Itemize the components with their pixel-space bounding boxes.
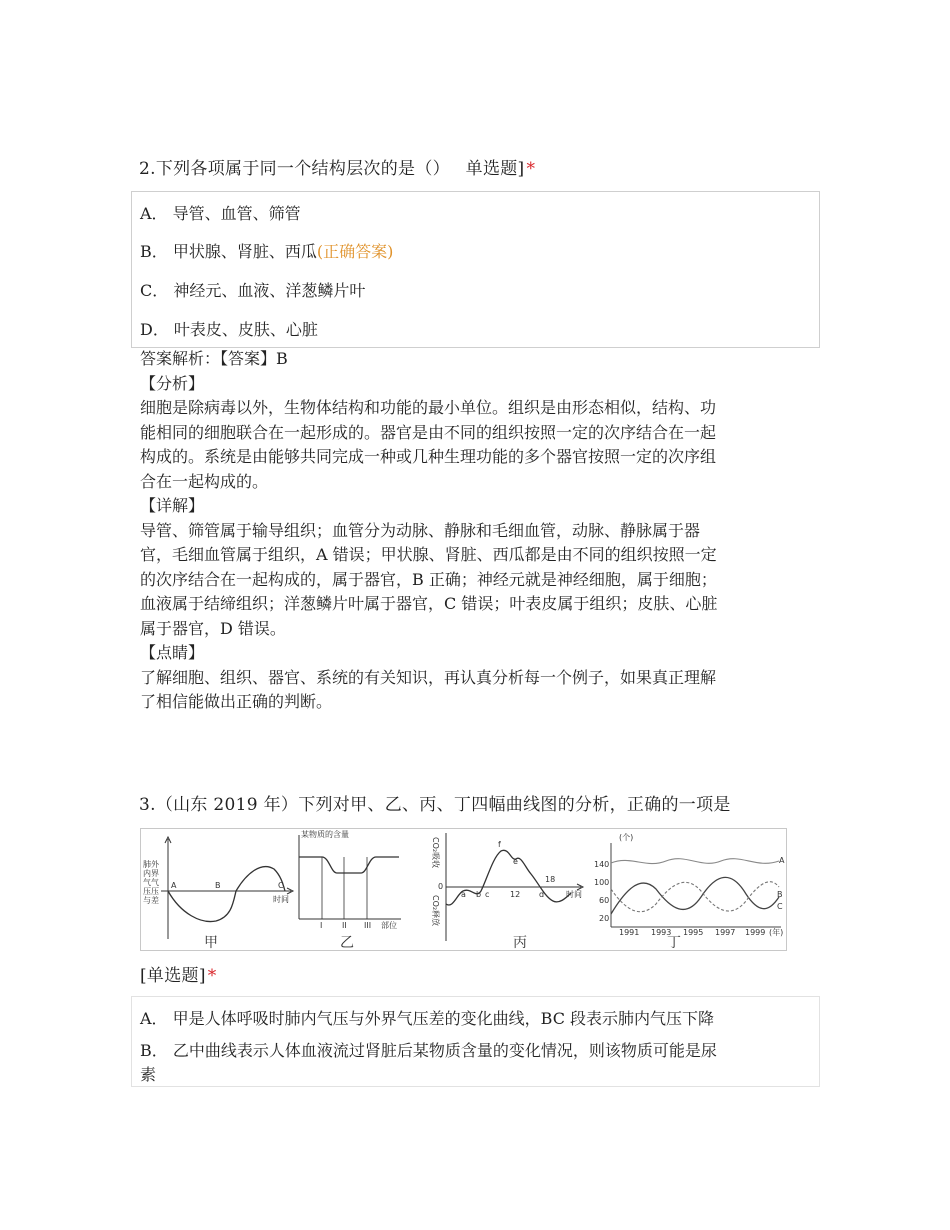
jia-ylabel-4: 压压 xyxy=(143,887,159,896)
ding-ytick-100: 100 xyxy=(594,878,610,887)
analysis-line: 【点睛】 xyxy=(140,643,205,662)
curve-figures xyxy=(141,829,786,950)
option-c-label: C． 神经元、血液、洋葱鳞片叶 xyxy=(140,281,366,300)
yi-caption: 乙 xyxy=(340,935,354,950)
ding-caption: 丁 xyxy=(667,935,681,950)
yi-tick-2: II xyxy=(342,921,347,930)
graph-yi xyxy=(299,835,401,919)
question-3-options xyxy=(131,996,820,1087)
analysis-line: 合在一起构成的。 xyxy=(140,471,269,491)
graph-bing xyxy=(446,833,583,941)
question-3-title: 3.（山东 2019 年）下列对甲、乙、丙、丁四幅曲线图的分析，正确的一项是 xyxy=(139,795,731,815)
analysis-line: 【详解】 xyxy=(140,496,205,515)
bing-zero: 0 xyxy=(438,882,444,891)
option-a[interactable] xyxy=(140,201,301,224)
jia-xlabel: 时间 xyxy=(273,895,289,904)
bing-label-e: e xyxy=(513,857,518,866)
option-a-label: A． 导管、血管、筛管 xyxy=(140,204,301,223)
option-b[interactable] xyxy=(140,1038,717,1061)
required-star: * xyxy=(207,966,217,986)
question-3-type-label: [单选题] xyxy=(140,966,206,986)
correct-answer-tag: (正确答案) xyxy=(316,242,394,261)
jia-point-a: A xyxy=(171,881,177,890)
ding-ytick-60: 60 xyxy=(599,896,610,905)
ding-unit: (个) xyxy=(619,833,634,842)
option-d[interactable] xyxy=(140,317,318,340)
option-d-label: D． 叶表皮、皮肤、心脏 xyxy=(140,320,318,339)
analysis-line: 答案解析：【答案】B xyxy=(140,349,288,368)
option-c[interactable] xyxy=(140,278,365,301)
analysis-line: 导管、筛管属于输导组织；血管分为动脉、静脉和毛细血管，动脉、静脉属于器 xyxy=(140,520,701,540)
jia-caption: 甲 xyxy=(204,935,218,950)
bing-ylabel-bottom: CO₂释放 xyxy=(431,895,440,927)
option-b-label-wrap: 素 xyxy=(140,1065,157,1084)
analysis-line: 了相信能做出正确的判断。 xyxy=(140,692,333,711)
yi-tick-3: III xyxy=(364,921,372,930)
analysis-line: 属于器官，D 错误。 xyxy=(140,618,286,638)
ding-series-c: C xyxy=(777,902,783,911)
bing-xlabel: 时间 xyxy=(566,890,582,899)
bing-label-18: 18 xyxy=(545,875,556,884)
yi-tick-1: I xyxy=(320,921,323,930)
bing-label-b: b xyxy=(476,890,482,899)
option-b-continued xyxy=(140,1062,156,1085)
option-a[interactable] xyxy=(140,1006,714,1029)
answer-analysis xyxy=(140,347,717,715)
analysis-line: 官，毛细血管属于组织，A 错误；甲状腺、肾脏、西瓜都是由不同的组织按照一定 xyxy=(140,545,717,564)
analysis-line: 【分析】 xyxy=(140,373,205,393)
ding-ytick-20: 20 xyxy=(599,914,610,923)
bing-ylabel-top: CO₂吸收 xyxy=(431,837,440,869)
analysis-line: 了解细胞、组织、器官、系统的有关知识，再认真分析每一个例子，如果真正理解 xyxy=(140,667,717,687)
question-2-type-label: 单选题] xyxy=(465,159,525,179)
ding-xtick-1999: 1999 xyxy=(745,928,766,937)
jia-ylabel-5: 与差 xyxy=(143,896,159,905)
option-b-label: B． 甲状腺、肾脏、西瓜 xyxy=(140,242,317,261)
option-b-label: B． 乙中曲线表示人体血液流过肾脏后某物质含量的变化情况，则该物质可能是尿 xyxy=(140,1041,717,1060)
graph-jia xyxy=(161,837,293,939)
ding-xtick-1997: 1997 xyxy=(715,928,736,937)
jia-ylabel-2: 内界 xyxy=(143,869,159,878)
question-2-title-row xyxy=(139,154,535,179)
ding-xtick-1993: 1993 xyxy=(651,928,672,937)
analysis-line: 构成的。系统是由能够共同完成一种或几种生理功能的多个器官按照一定的次序组 xyxy=(140,447,717,466)
ding-series-b: B xyxy=(777,890,783,899)
question-3-figure xyxy=(140,828,787,951)
jia-ylabel-1: 肺外 xyxy=(143,860,159,869)
analysis-line: 能相同的细胞联合在一起形成的。器官是由不同的组织按照一定的次序结合在一起 xyxy=(140,422,717,442)
bing-label-f: f xyxy=(498,840,501,849)
question-2-options xyxy=(131,191,820,348)
graph-ding xyxy=(611,843,781,927)
analysis-line: 的次序结合在一起构成的，属于器官，B 正确；神经元就是神经细胞，属于细胞； xyxy=(140,569,717,589)
bing-label-d: d xyxy=(539,890,545,899)
question-3-type-row xyxy=(140,961,217,986)
question-2-title: 2.下列各项属于同一个结构层次的是（） xyxy=(139,159,450,179)
ding-xtick-1991: 1991 xyxy=(619,928,640,937)
option-a-label: A． 甲是人体呼吸时肺内气压与外界气压差的变化曲线，BC 段表示肺内气压下降 xyxy=(140,1009,715,1028)
required-star: * xyxy=(526,159,536,179)
jia-ylabel-3: 气气 xyxy=(143,878,159,887)
bing-caption: 丙 xyxy=(513,935,527,950)
ding-xunit: (年) xyxy=(769,928,784,937)
bing-label-c: c xyxy=(485,890,490,899)
bing-label-12: 12 xyxy=(510,890,521,899)
ding-xtick-1995: 1995 xyxy=(683,928,704,937)
analysis-line: 细胞是除病毒以外，生物体结构和功能的最小单位。组织是由形态相似，结构、功 xyxy=(140,398,717,417)
ding-ytick-140: 140 xyxy=(594,860,610,869)
ding-series-a: A xyxy=(779,856,785,865)
yi-xlabel: 部位 xyxy=(381,921,397,930)
option-b[interactable] xyxy=(140,239,393,262)
jia-point-c: C xyxy=(278,881,284,890)
yi-ylabel: 某物质的含量 xyxy=(301,830,349,839)
bing-label-a: a xyxy=(461,890,466,899)
jia-point-b: B xyxy=(215,881,221,890)
analysis-line: 血液属于结缔组织；洋葱鳞片叶属于器官，C 错误；叶表皮属于组织；皮肤、心脏 xyxy=(140,594,718,613)
